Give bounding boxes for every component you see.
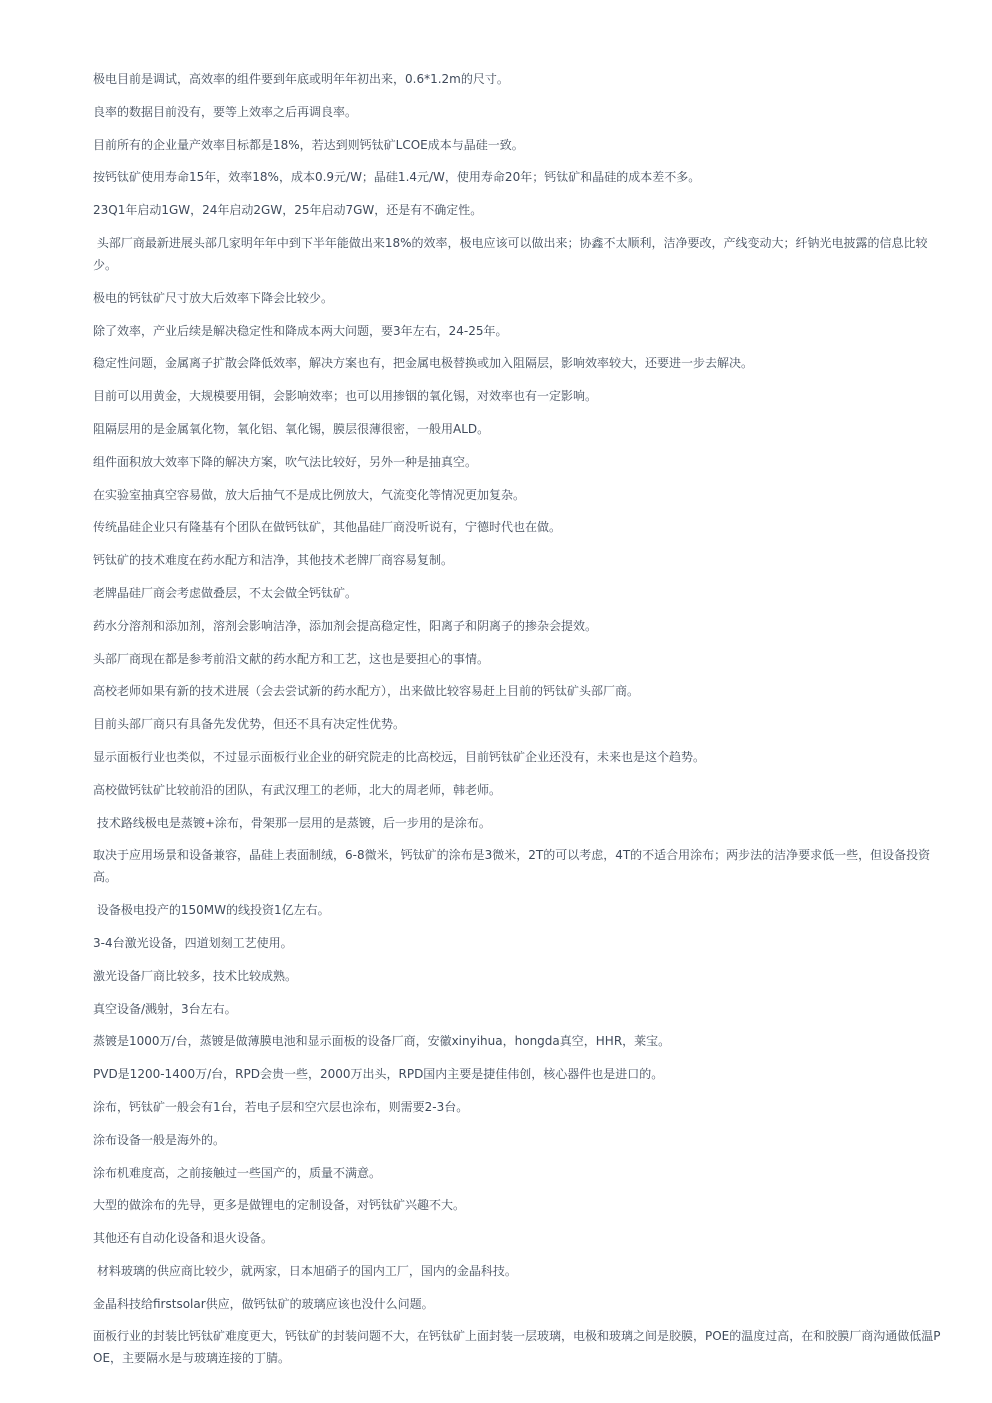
paragraph: 传统晶硅企业只有隆基有个团队在做钙钛矿，其他晶硅厂商没听说有，宁德时代也在做。 bbox=[93, 520, 562, 535]
paragraph: PVD是1200-1400万/台，RPD会贵一些，2000万出头，RPD国内主要是捷佳伟创，核心器件也是进口的。 bbox=[93, 1067, 664, 1082]
paragraph: 目前可以用黄金，大规模要用铜，会影响效率；也可以用掺铟的氧化锡，对效率也有一定影响。 bbox=[93, 389, 598, 404]
paragraph: 阻隔层用的是金属氧化物，氧化铝、氧化锡，膜层很薄很密，一般用ALD。 bbox=[93, 421, 490, 436]
paragraph: 涂布，钙钛矿一般会有1台，若电子层和空穴层也涂布，则需要2-3台。 bbox=[93, 1099, 469, 1114]
paragraph: 取决于应用场景和设备兼容，晶硅上表面制绒，6-8微米，钙钛矿的涂布是3微米，2T的可以考虑，4T的不适合用涂布；两步法的洁净要求低一些，但设备投资高。 bbox=[93, 848, 931, 885]
paragraph: 药水分溶剂和添加剂，溶剂会影响洁净，添加剂会提高稳定性，阳离子和阴离子的掺杂会提效。 bbox=[93, 618, 598, 633]
paragraph: 稳定性问题，金属离子扩散会降低效率，解决方案也有，把金属电极替换或加入阻隔层，影响效率较大，还要进一步去解决。 bbox=[93, 356, 754, 371]
paragraph: 大型的做涂布的先导，更多是做锂电的定制设备，对钙钛矿兴趣不大。 bbox=[93, 1198, 466, 1213]
paragraph: 显示面板行业也类似，不过显示面板行业企业的研究院走的比高校远，目前钙钛矿企业还没有，未来也是这个趋势。 bbox=[93, 749, 706, 764]
paragraph: 蒸镀是1000万/台，蒸镀是做薄膜电池和显示面板的设备厂商，安徽xinyihua，hongda真空，HHR，莱宝。 bbox=[93, 1034, 671, 1049]
paragraph: 组件面积放大效率下降的解决方案，吹气法比较好，另外一种是抽真空。 bbox=[93, 454, 478, 469]
paragraph: 除了效率，产业后续是解决稳定性和降成本两大问题，要3年左右，24-25年。 bbox=[93, 323, 508, 338]
paragraph: 目前头部厂商只有具备先发优势，但还不具有决定性优势。 bbox=[93, 717, 406, 732]
paragraph: 目前所有的企业量产效率目标都是18%，若达到则钙钛矿LCOE成本与晶硅一致。 bbox=[93, 137, 524, 152]
paragraph: 极电的钙钛矿尺寸放大后效率下降会比较少。 bbox=[93, 290, 334, 305]
paragraph: 高校老师如果有新的技术进展（会去尝试新的药水配方），出来做比较容易赶上目前的钙钛矿头部厂商。 bbox=[93, 684, 640, 699]
paragraph: 极电目前是调试，高效率的组件要到年底或明年年初出来，0.6*1.2m的尺寸。 bbox=[93, 72, 509, 86]
paragraph: 设备极电投产的150MW的线投资1亿左右。 bbox=[93, 903, 330, 918]
paragraph: 3-4台激光设备，四道划刻工艺使用。 bbox=[93, 935, 293, 950]
paragraph: 涂布机难度高，之前接触过一些国产的，质量不满意。 bbox=[93, 1165, 382, 1180]
paragraph: 良率的数据目前没有，要等上效率之后再调良率。 bbox=[93, 104, 358, 119]
paragraph: 头部厂商最新进展头部几家明年年中到下半年能做出来18%的效率，极电应该可以做出来；协鑫不太顺利，洁净要改，产线变动大；纤钠光电披露的信息比较少。 bbox=[93, 235, 928, 272]
paragraph: 钙钛矿的技术难度在药水配方和洁净，其他技术老牌厂商容易复制。 bbox=[93, 553, 454, 568]
paragraph: 金晶科技给firstsolar供应，做钙钛矿的玻璃应该也没什么问题。 bbox=[93, 1296, 434, 1311]
paragraph: 在实验室抽真空容易做，放大后抽气不是成比例放大，气流变化等情况更加复杂。 bbox=[93, 487, 526, 502]
paragraph: 23Q1年启动1GW，24年启动2GW，25年启动7GW，还是有不确定性。 bbox=[93, 203, 483, 218]
paragraph: 涂布设备一般是海外的。 bbox=[93, 1132, 226, 1147]
paragraph: 面板行业的封装比钙钛矿难度更大，钙钛矿的封装问题不大，在钙钛矿上面封装一层玻璃，电极和玻璃之间是胶膜，POE的温度过高，在和胶膜厂商沟通做低温POE，主要隔水是与玻璃连接的丁腈。 bbox=[93, 1329, 941, 1366]
paragraph: 技术路线极电是蒸镀+涂布，骨架那一层用的是蒸镀，后一步用的是涂布。 bbox=[93, 815, 491, 830]
paragraph: 其他还有自动化设备和退火设备。 bbox=[93, 1231, 274, 1246]
paragraph: 老牌晶硅厂商会考虑做叠层，不太会做全钙钛矿。 bbox=[93, 585, 358, 600]
paragraph: 材料玻璃的供应商比较少，就两家，日本旭硝子的国内工厂，国内的金晶科技。 bbox=[93, 1263, 517, 1278]
paragraph: 激光设备厂商比较多，技术比较成熟。 bbox=[93, 968, 298, 983]
paragraph: 按钙钛矿使用寿命15年，效率18%，成本0.9元/W；晶硅1.4元/W，使用寿命20年；钙钛矿和晶硅的成本差不多。 bbox=[93, 170, 701, 185]
paragraph: 头部厂商现在都是参考前沿文献的药水配方和工艺，这也是要担心的事情。 bbox=[93, 651, 490, 666]
paragraph: 真空设备/溅射，3台左右。 bbox=[93, 1001, 237, 1016]
paragraph: 高校做钙钛矿比较前沿的团队，有武汉理工的老师，北大的周老师，韩老师。 bbox=[93, 782, 502, 797]
document-body bbox=[93, 68, 943, 1380]
